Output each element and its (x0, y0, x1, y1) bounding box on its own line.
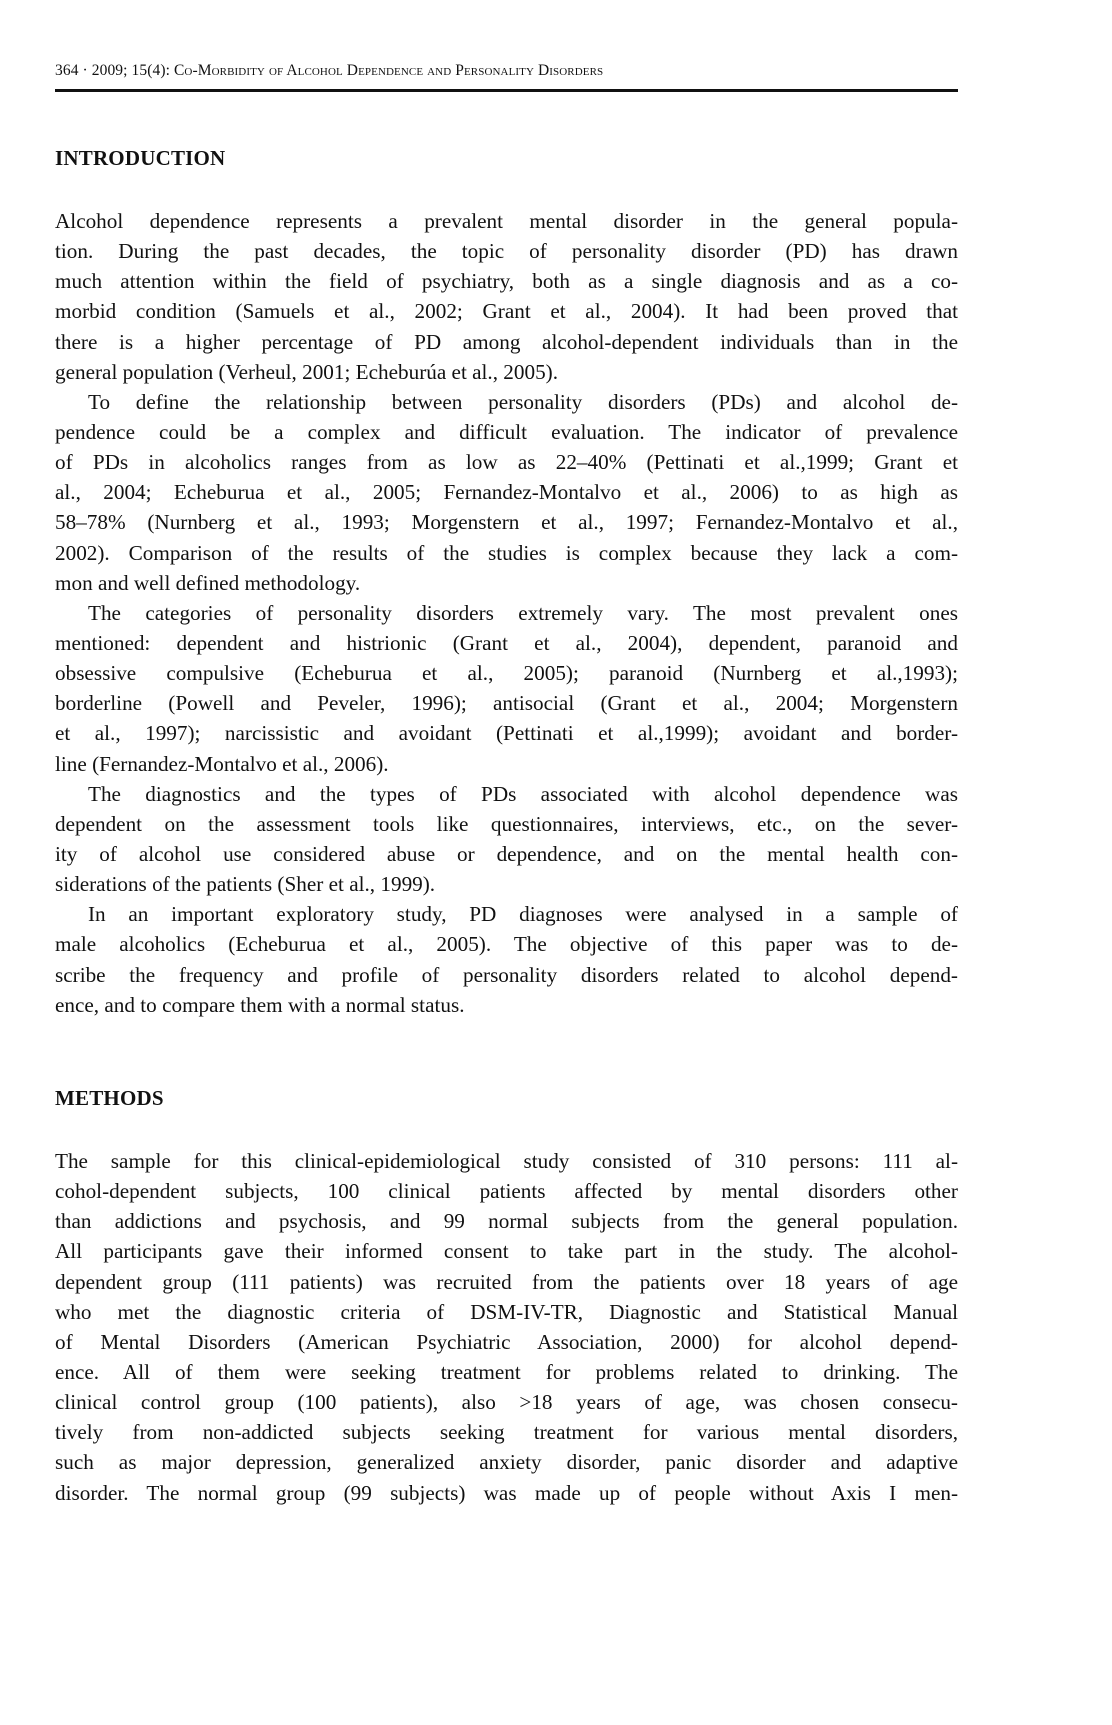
text-line: The categories of personality disorders extremely vary. The most prevalent ones (88, 600, 958, 625)
text-line: such as major depression, generalized anxiety disorder, panic disorder and adaptive (55, 1450, 958, 1475)
text-line: cohol-dependent subjects, 100 clinical patients affected by mental disorders other (55, 1179, 958, 1204)
text-line: To define the relationship between personality disorders (PDs) and alcohol de- (88, 389, 958, 414)
text-line: obsessive compulsive (Echeburua et al., 2005); paranoid (Nurnberg et al.,1993); (55, 661, 958, 686)
text-line: dependent group (111 patients) was recruited from the patients over 18 years of age (55, 1269, 958, 1294)
text-line: general population (Verheul, 2001; Echeburúa et al., 2005). (55, 359, 559, 384)
text-line: al., 2004; Echeburua et al., 2005; Fernandez-Montalvo et al., 2006) to as high as (55, 480, 958, 505)
text-line: dependent on the assessment tools like questionnaires, interviews, etc., on the sever- (55, 811, 958, 836)
text-line: borderline (Powell and Peveler, 1996); antisocial (Grant et al., 2004; Morgenstern (55, 691, 958, 716)
section-heading-introduction: INTRODUCTION (55, 146, 226, 170)
text-line: tively from non-addicted subjects seeking treatment for various mental disorders, (55, 1420, 958, 1445)
text-line: All participants gave their informed consent to take part in the study. The alcohol- (55, 1239, 958, 1264)
text-line: The sample for this clinical-epidemiological study consisted of 310 persons: 111 al- (55, 1149, 958, 1173)
text-line: The diagnostics and the types of PDs associated with alcohol dependence was (88, 781, 958, 806)
text-line: ence, and to compare them with a normal status. (55, 992, 465, 1017)
text-line: of PDs in alcoholics ranges from as low as 22–40% (Pettinati et al.,1999; Grant et (55, 450, 958, 475)
text-line: male alcoholics (Echeburua et al., 2005). The objective of this paper was to de- (55, 932, 958, 957)
running-head: 364 · 2009; 15(4): Co-Morbidity of Alcohol Dependence and Personality Disorders (55, 62, 604, 79)
text-line: of Mental Disorders (American Psychiatric Association, 2000) for alcohol depend- (55, 1329, 958, 1354)
text-line: tion. During the past decades, the topic of personality disorder (PD) has drawn (55, 239, 958, 264)
text-line: disorder. The normal group (99 subjects) was made up of people without Axis I men- (55, 1480, 958, 1505)
text-line: clinical control group (100 patients), also >18 years of age, was chosen consecu- (55, 1390, 958, 1415)
text-line: morbid condition (Samuels et al., 2002; Grant et al., 2004). It had been proved that (55, 299, 958, 324)
text-line: 58–78% (Nurnberg et al., 1993; Morgenstern et al., 1997; Fernandez-Montalvo et al., (55, 510, 958, 535)
text-line: there is a higher percentage of PD among alcohol-dependent individuals than in the (55, 329, 958, 354)
text-line: who met the diagnostic criteria of DSM-IV-TR, Diagnostic and Statistical Manual (55, 1299, 958, 1324)
text-line: Alcohol dependence represents a prevalent mental disorder in the general popula- (55, 209, 958, 233)
text-line: et al., 1997); narcissistic and avoidant (Pettinati et al.,1999); avoidant and border- (55, 721, 958, 746)
text-line: ence. All of them were seeking treatment for problems related to drinking. The (55, 1359, 958, 1384)
text-line: siderations of the patients (Sher et al., 1999). (55, 872, 436, 897)
introduction-body (55, 206, 958, 1020)
text-line: than addictions and psychosis, and 99 normal subjects from the general population. (55, 1209, 958, 1234)
section-heading-methods: METHODS (55, 1086, 164, 1110)
text-line: much attention within the field of psychiatry, both as a single diagnosis and as a co- (55, 269, 958, 294)
text-line: scribe the frequency and profile of personality disorders related to alcohol depend- (55, 962, 958, 987)
text-line: mentioned: dependent and histrionic (Grant et al., 2004), dependent, paranoid and (55, 630, 958, 655)
text-line: mon and well defined methodology. (55, 570, 361, 595)
text-line: pendence could be a complex and difficult evaluation. The indicator of prevalence (55, 419, 958, 444)
text-line: line (Fernandez-Montalvo et al., 2006). (55, 751, 389, 776)
text-line: In an important exploratory study, PD diagnoses were analysed in a sample of (88, 902, 958, 927)
methods-body (55, 1146, 958, 1508)
header-rule (55, 89, 958, 92)
text-line: ity of alcohol use considered abuse or dependence, and on the mental health con- (55, 841, 958, 866)
text-line: 2002). Comparison of the results of the studies is complex because they lack a com- (55, 540, 958, 565)
